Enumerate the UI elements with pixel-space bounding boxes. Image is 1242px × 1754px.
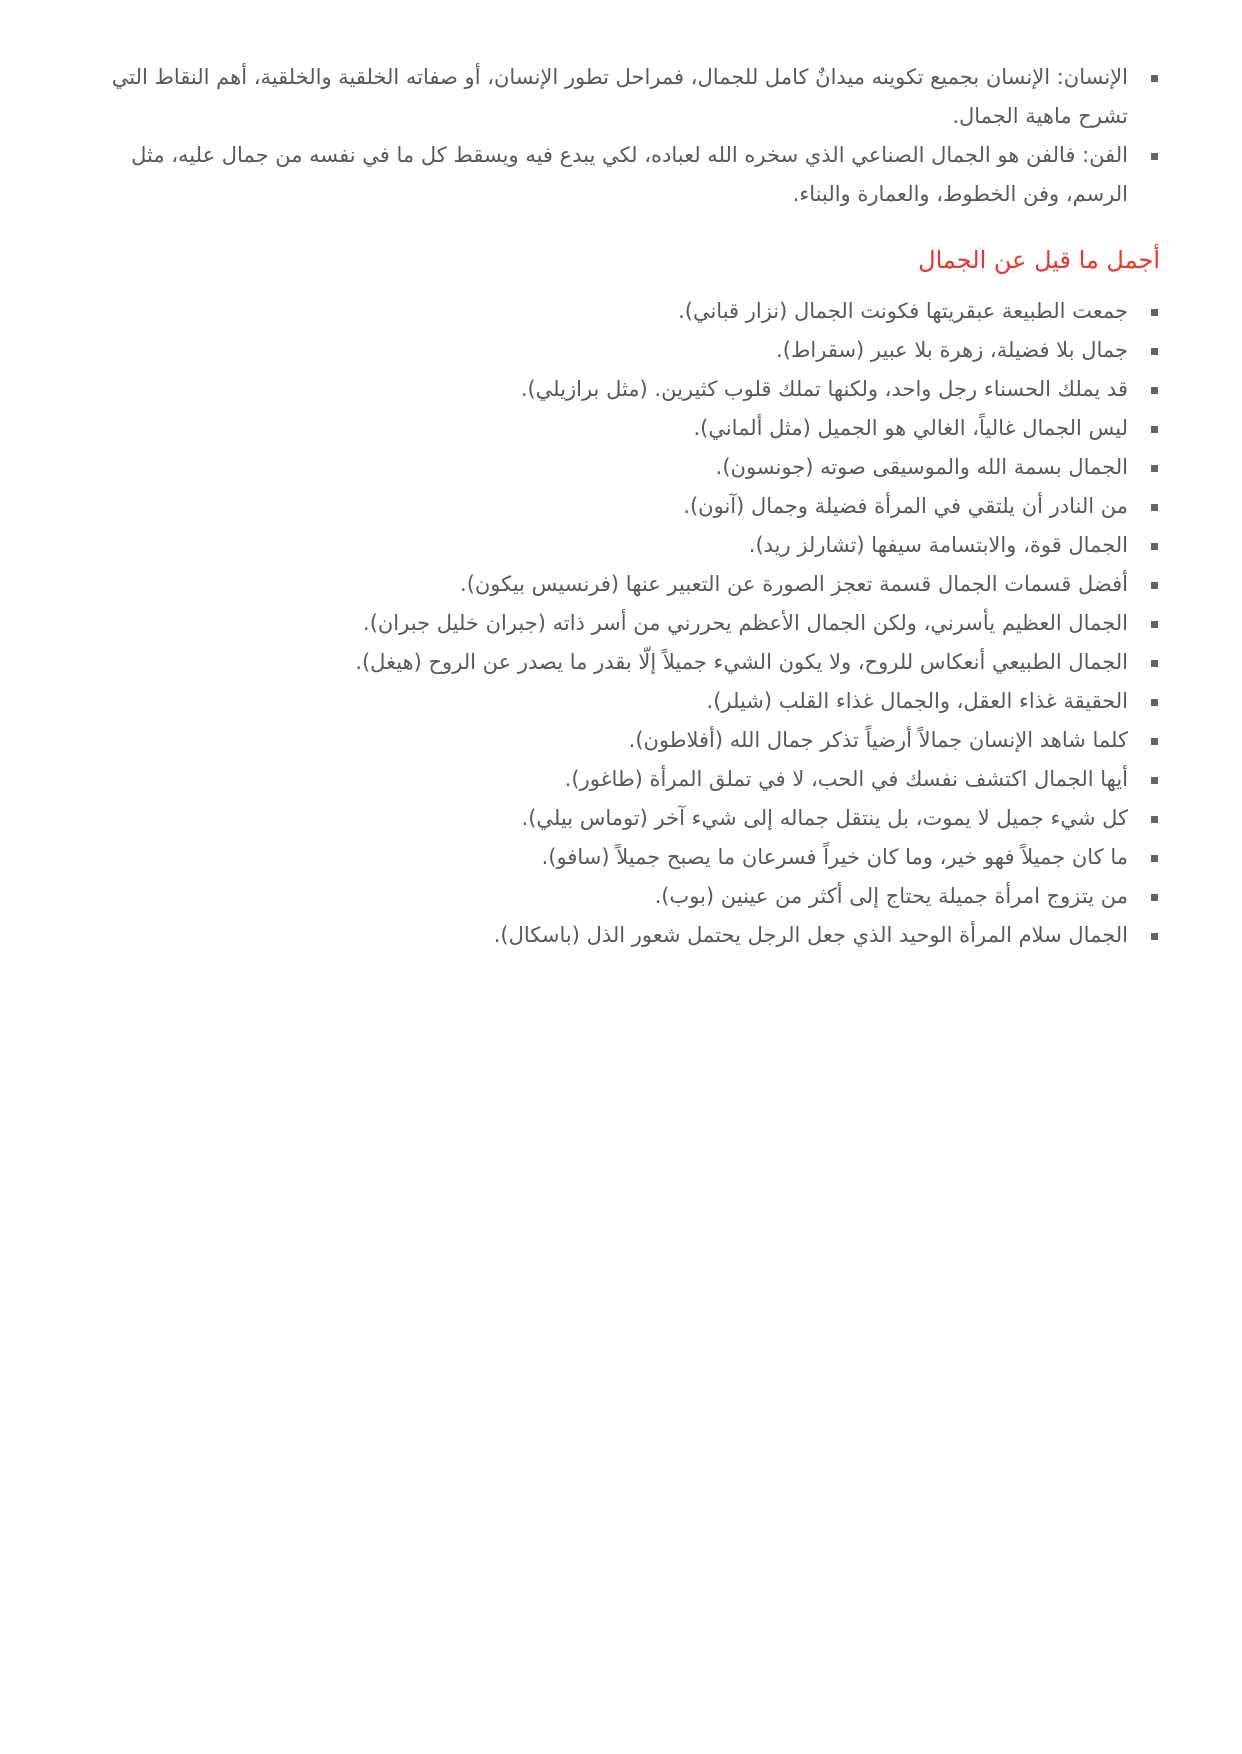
quote-text: الجمال بسمة الله والموسيقى صوته (جونسون). [715,455,1128,479]
quote-text: ليس الجمال غالياً، الغالي هو الجميل (مثل ألماني). [693,416,1128,440]
list-item [80,292,1160,331]
square-bullet-icon [1151,894,1158,901]
square-bullet-icon [1151,465,1158,472]
list-item [80,526,1160,565]
list-item [80,916,1160,955]
quote-text: كلما شاهد الإنسان جمالاً أرضياً تذكر جمال الله (أفلاطون). [628,728,1128,752]
quote-text: الجمال الطبيعي أنعكاس للروح، ولا يكون الشيء جميلاً إلّا بقدر ما يصدر عن الروح (هيغل). [355,650,1128,674]
list-item [80,721,1160,760]
square-bullet-icon [1151,621,1158,628]
quote-text: الجمال سلام المرأة الوحيد الذي جعل الرجل يحتمل شعور الذل (باسكال). [493,923,1128,947]
quote-text: الجمال العظيم يأسرني، ولكن الجمال الأعظم يحررني من أسر ذاته (جبران خليل جبران). [363,611,1128,635]
list-item [80,58,1160,136]
list-item [80,604,1160,643]
list-item [80,643,1160,682]
list-item [80,877,1160,916]
list-item [80,760,1160,799]
section-heading: أجمل ما قيل عن الجمال [918,246,1160,274]
square-bullet-icon [1151,504,1158,511]
quotes-list [80,292,1160,955]
square-bullet-icon [1151,348,1158,355]
square-bullet-icon [1151,933,1158,940]
square-bullet-icon [1151,699,1158,706]
square-bullet-icon [1151,75,1158,82]
list-item-text: الفن: فالفن هو الجمال الصناعي الذي سخره الله لعباده، لكي يبدع فيه ويسقط كل ما في نفسه من جمال عليه، مثل الرسم، وفن الخطوط، والعمارة والبناء. [131,143,1128,206]
list-item [80,448,1160,487]
list-item [80,487,1160,526]
quote-text: جمال بلا فضيلة، زهرة بلا عبير (سقراط). [776,338,1128,362]
square-bullet-icon [1151,543,1158,550]
quote-text: كل شيء جميل لا يموت، بل ينتقل جماله إلى شيء آخر (توماس بيلي). [521,806,1128,830]
square-bullet-icon [1151,387,1158,394]
list-item [80,370,1160,409]
list-item [80,682,1160,721]
square-bullet-icon [1151,660,1158,667]
list-item-text: الإنسان: الإنسان بجميع تكوينه ميدانٌ كامل للجمال، فمراحل تطور الإنسان، أو صفاته الخلقية والخلقية، أهم النقاط التي تشرح ماهية الجمال. [111,65,1128,128]
quote-text: قد يملك الحسناء رجل واحد، ولكنها تملك قلوب كثيرين. (مثل برازيلي). [520,377,1128,401]
square-bullet-icon [1151,738,1158,745]
list-item [80,799,1160,838]
square-bullet-icon [1151,426,1158,433]
quote-text: من النادر أن يلتقي في المرأة فضيلة وجمال (آنون). [683,494,1128,518]
quote-text: من يتزوج امرأة جميلة يحتاج إلى أكثر من عينين (بوب). [654,884,1128,908]
square-bullet-icon [1151,309,1158,316]
list-item [80,565,1160,604]
intro-list [80,58,1160,214]
list-item [80,409,1160,448]
square-bullet-icon [1151,777,1158,784]
document-page [80,58,1160,955]
quote-text: الجمال قوة، والابتسامة سيفها (تشارلز ريد). [748,533,1128,557]
list-item [80,136,1160,214]
square-bullet-icon [1151,816,1158,823]
quote-text: أفضل قسمات الجمال قسمة تعجز الصورة عن التعبير عنها (فرنسيس بيكون). [460,572,1128,596]
quote-text: جمعت الطبيعة عبقريتها فكونت الجمال (نزار قباني). [678,299,1128,323]
square-bullet-icon [1151,153,1158,160]
list-item [80,331,1160,370]
quote-text: ما كان جميلاً فهو خير، وما كان خيراً فسرعان ما يصبح جميلاً (سافو). [541,845,1128,869]
square-bullet-icon [1151,582,1158,589]
square-bullet-icon [1151,855,1158,862]
quote-text: أيها الجمال اكتشف نفسك في الحب، لا في تملق المرأة (طاغور). [564,767,1128,791]
quote-text: الحقيقة غذاء العقل، والجمال غذاء القلب (شيلر). [706,689,1128,713]
list-item [80,838,1160,877]
